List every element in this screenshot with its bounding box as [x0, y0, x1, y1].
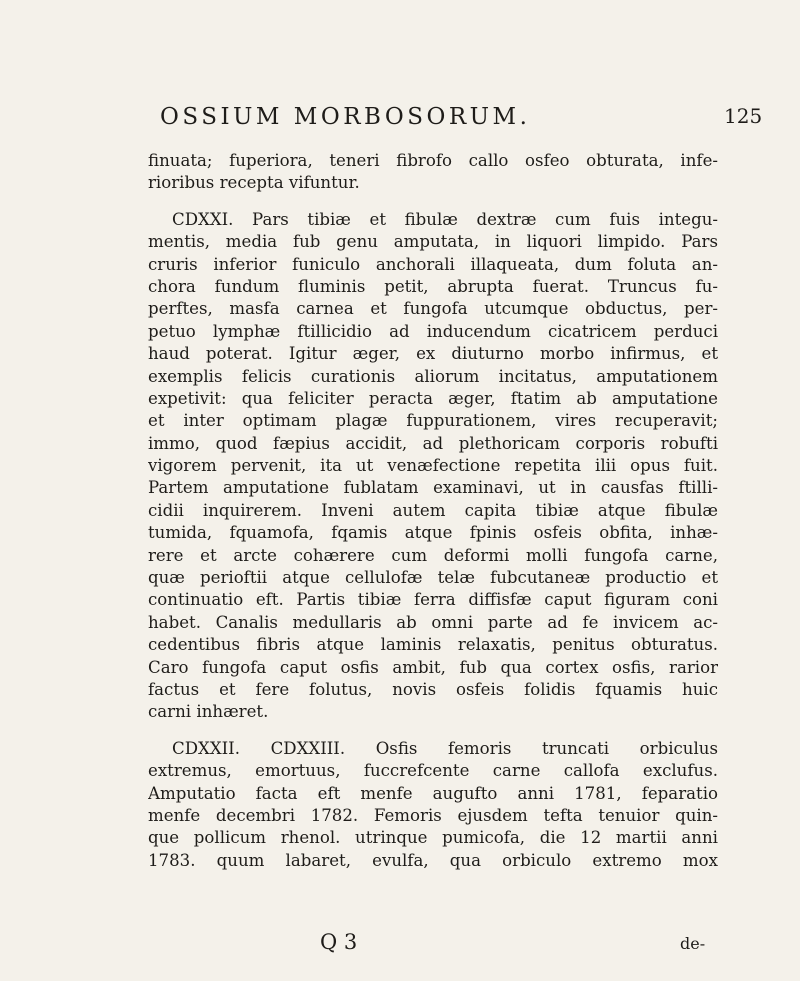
catchword: de-: [680, 934, 706, 953]
text-line: et inter optimam plagæ fuppurationem, vires recuperavit;: [148, 411, 718, 431]
text-line: exemplis felicis curationis aliorum incitatus, amputationem: [148, 366, 718, 386]
text-line: quæ perioftii atque cellulofæ telæ fubcutaneæ productio et: [148, 568, 718, 588]
text-line: CDXXII. CDXXIII. Osfis femoris truncati orbiculus: [172, 738, 718, 758]
text-line: rere et arcte cohærere cum deformi molli fungofa carne,: [148, 545, 718, 565]
text-line: 1783. quum labaret, evulfa, qua orbiculo extremo mox: [148, 850, 718, 870]
text-line: haud poterat. Igitur æger, ex diuturno morbo infirmus, et: [148, 344, 718, 364]
text-line: habet. Canalis medullaris ab omni parte ad fe invicem ac-: [148, 612, 718, 632]
text-line: extremus, emortuus, fuccrefcente carne callofa exclufus.: [148, 761, 718, 781]
text-line: expetivit: qua feliciter peracta æger, ftatim ab amputatione: [148, 388, 718, 408]
text-line: mentis, media fub genu amputata, in liquori limpido. Pars: [148, 232, 718, 252]
text-line: petuo lymphæ ftillicidio ad inducendum cicatricem perduci: [148, 321, 718, 341]
text-line: Amputatio facta eft menfe augufto anni 1781, feparatio: [148, 783, 718, 803]
text-line: Partem amputatione fublatam examinavi, ut in causfas ftilli-: [148, 478, 718, 498]
text-line: factus et fere folutus, novis osfeis folidis fquamis huic: [148, 679, 718, 699]
text-line: rioribus recepta vifuntur.: [148, 173, 360, 193]
paragraph-cdxxi: [148, 209, 718, 724]
text-line: menfe decembri 1782. Femoris ejusdem tefta tenuior quin-: [148, 805, 718, 825]
paragraph-continuation: [148, 150, 718, 195]
text-line: chora fundum fluminis petit, abrupta fuerat. Truncus fu-: [148, 276, 718, 296]
text-line: finuata; fuperiora, teneri fibrofo callo osfeo obturata, infe-: [148, 151, 718, 170]
text-line: carni inhæret.: [148, 702, 269, 722]
text-line: perftes, masfa carnea et fungofa utcumque obductus, per-: [148, 299, 718, 319]
text-line: vigorem pervenit, ita ut venæfectione repetita ilii opus fuit.: [148, 456, 718, 476]
text-line: Caro fungofa caput osfis ambit, fub qua cortex osfis, rarior: [148, 657, 718, 677]
text-line: continuatio eft. Partis tibiæ ferra diffisfæ caput figuram coni: [148, 590, 718, 610]
text-line: CDXXI. Pars tibiæ et fibulæ dextræ cum fuis integu-: [172, 209, 718, 229]
text-line: cruris inferior funiculo anchorali illaqueata, dum foluta an-: [148, 254, 718, 274]
paragraph-cdxxii-cdxxiii: [148, 738, 718, 872]
body-text: [148, 150, 718, 872]
running-title: OSSIUM MORBOSORUM.: [160, 104, 531, 130]
text-line: cedentibus fibris atque laminis relaxatis, penitus obturatus.: [148, 635, 718, 655]
text-line: tumida, fquamofa, fqamis atque fpinis osfeis obfita, inhæ-: [148, 523, 718, 543]
text-line: immo, quod fæpius accidit, ad plethoricam corporis robufti: [148, 433, 718, 453]
text-line: que pollicum rhenol. utrinque pumicofa, die 12 martii anni: [148, 828, 718, 848]
text-line: cidii inquirerem. Inveni autem capita tibiæ atque fibulæ: [148, 500, 718, 520]
page-number: 125: [724, 104, 763, 128]
signature-mark: Q 3: [320, 930, 358, 954]
